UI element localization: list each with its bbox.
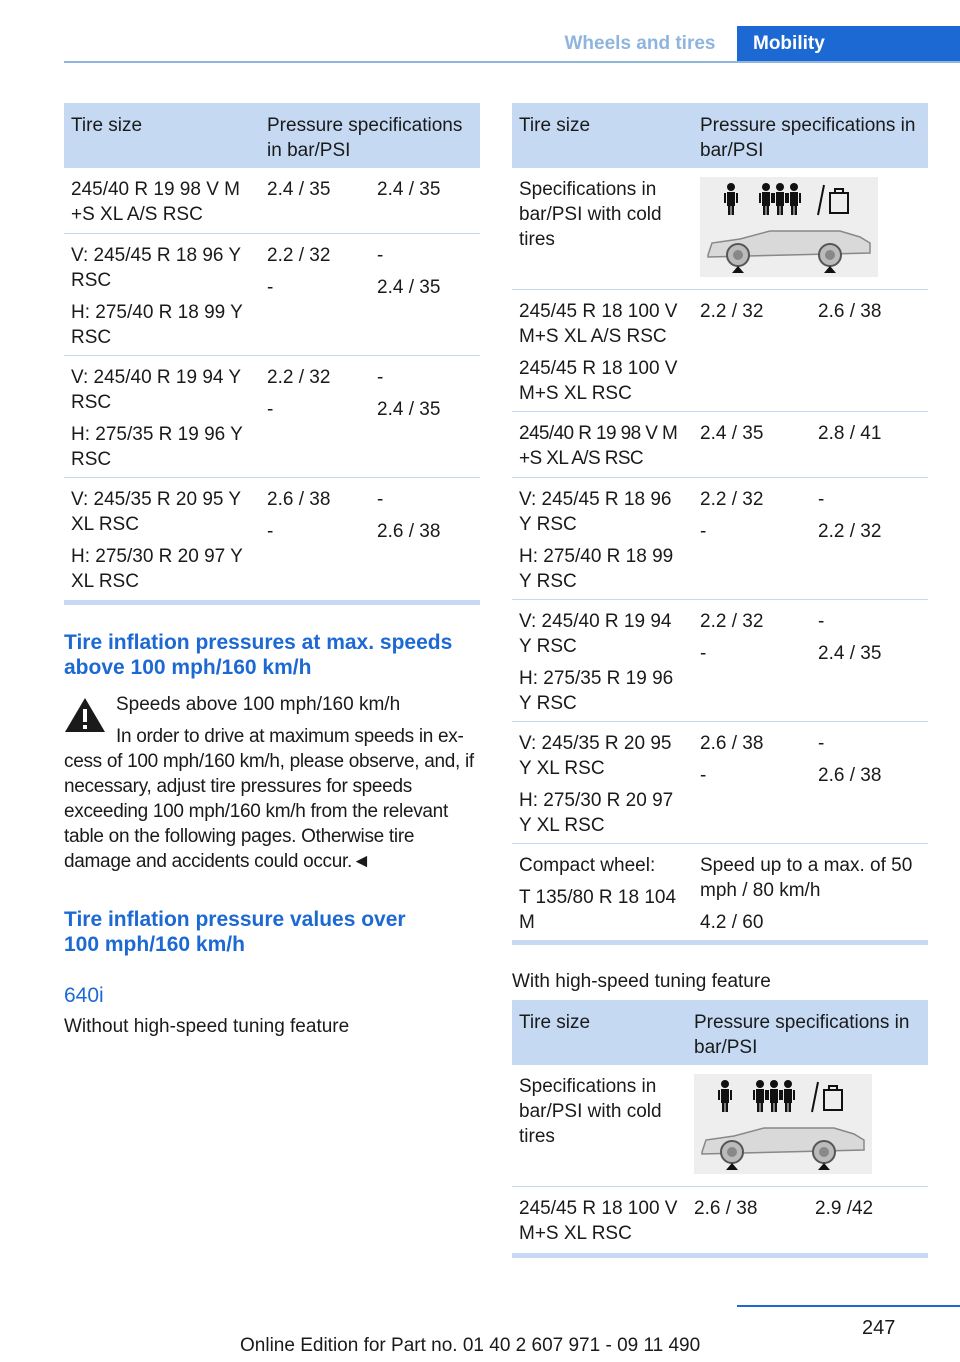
warning-triangle-icon (64, 696, 106, 734)
car-side-tire-icon (702, 1128, 864, 1170)
tire-size-cell: H: 275/35 R 19 96 Y RSC (519, 668, 674, 714)
tire-size-cell: V: 245/40 R 19 94 Y RSC (519, 611, 672, 657)
pressure-cell: 2.2 / 32 (700, 611, 764, 632)
pressure-cell: 2.2 / 32 (267, 367, 331, 388)
col-pressure-header: Pressure specifications in bar/PSI (267, 115, 463, 161)
table-end-bar (512, 1253, 928, 1258)
table-header (64, 103, 480, 168)
warning-title: Speeds above 100 mph/160 km/h (116, 694, 401, 715)
tire-size-cell: V: 245/45 R 18 96 Y RSC (71, 245, 241, 291)
table-row (64, 356, 480, 478)
pressure-cell: 2.6 / 38 (267, 489, 331, 510)
pressure-cell: - (377, 245, 384, 266)
tire-size-cell: H: 275/30 R 20 97 Y XL RSC (71, 546, 243, 592)
table-row (64, 234, 480, 356)
pressure-cell: - (267, 521, 274, 542)
tire-size-cell: V: 245/40 R 19 94 Y RSC (71, 367, 241, 413)
pressure-cell: - (818, 611, 825, 632)
footer-rule (737, 1305, 960, 1307)
table-row-spec-icons (512, 1065, 928, 1187)
pressure-cell: - (377, 489, 384, 510)
pressure-cell: 2.4 / 35 (267, 179, 331, 200)
pressure-cell: - (267, 277, 274, 298)
passengers-luggage-icon (694, 1074, 872, 1174)
section-heading-over-100: Tire inflation pressure values over 100 mph/160 km/h (64, 908, 406, 956)
spec-label: Specifications in bar/PSI with cold tires (519, 179, 662, 250)
warning-first-line: In order to drive at maximum speeds in ex- (116, 726, 464, 747)
tire-size-cell: 245/40 R 19 98 V M +S XL A/S RSC (71, 179, 240, 225)
tire-size-cell: T 135/80 R 18 104 M (519, 887, 677, 933)
pressure-cell: 2.2 / 32 (700, 301, 764, 322)
col-tire-size-header: Tire size (519, 1012, 591, 1033)
col-tire-size-header: Tire size (519, 115, 591, 136)
luggage-icon (824, 1086, 842, 1110)
table-row (512, 1187, 928, 1253)
warning-body: cess of 100 mph/160 km/h, please observe, and, if necessary, adjust tire pressures for speeds exceeding 100 mph/160 km/h from the relevant table on the following pages. Otherwise tire damage and accidents could occur.◄ (64, 751, 474, 872)
pressure-cell: 4.2 / 60 (700, 912, 764, 933)
table-row (64, 478, 480, 600)
pressure-cell: - (818, 489, 825, 510)
table-row-compact-wheel (512, 844, 928, 940)
tire-size-cell: V: 245/45 R 18 96 Y RSC (519, 489, 672, 535)
table-row (512, 600, 928, 722)
pressure-cell: 2.4 / 35 (377, 277, 441, 298)
right-pressure-table (512, 103, 928, 945)
pressure-cell: 2.9 /42 (815, 1198, 874, 1219)
spec-label: Specifications in bar/PSI with cold tires (519, 1076, 662, 1147)
table-caption-with-hs: With high-speed tuning feature (512, 971, 771, 992)
speed-limit-note: Speed up to a max. of 50 mph / 80 km/h (700, 855, 913, 901)
load-diagram (694, 1074, 872, 1174)
table-row (512, 412, 928, 478)
table-header (512, 103, 928, 168)
pressure-cell: 2.8 / 41 (818, 423, 882, 444)
pressure-cell: 2.2 / 32 (700, 489, 764, 510)
pressure-cell: 2.6 / 38 (694, 1198, 758, 1219)
col-tire-size-header: Tire size (71, 115, 143, 136)
pressure-cell: 2.2 / 32 (818, 521, 882, 542)
car-side-tire-icon (708, 231, 870, 273)
pressure-cell: - (700, 765, 707, 786)
tire-size-cell: H: 275/30 R 20 97 Y XL RSC (519, 790, 674, 836)
col-pressure-header: Pressure specifications in bar/PSI (700, 115, 916, 161)
high-speed-pressure-table (512, 1000, 928, 1258)
table-end-bar (64, 600, 480, 605)
tire-size-cell: H: 275/40 R 18 99 Y RSC (519, 546, 674, 592)
compact-wheel-label: Compact wheel: (519, 855, 656, 876)
pressure-cell: 2.4 / 35 (700, 423, 764, 444)
person-icon (718, 1080, 795, 1112)
pressure-cell: - (267, 399, 274, 420)
table-row (512, 722, 928, 844)
tire-size-cell: V: 245/35 R 20 95 Y XL RSC (519, 733, 672, 779)
model-subheading: 640i (64, 984, 104, 1007)
tire-size-cell: H: 275/35 R 19 96 Y RSC (71, 424, 243, 470)
col-pressure-header: Pressure specifications in bar/PSI (694, 1012, 910, 1058)
table-row (512, 290, 928, 412)
pressure-cell: 2.4 / 35 (377, 179, 441, 200)
edition-note: Online Edition for Part no. 01 40 2 607 971 - 09 11 490 (240, 1335, 701, 1356)
pressure-cell: 2.2 / 32 (267, 245, 331, 266)
tire-size-cell: H: 275/40 R 18 99 Y RSC (71, 302, 243, 348)
load-diagram (700, 177, 878, 277)
pressure-cell: 2.6 / 38 (818, 301, 882, 322)
pressure-cell: 2.6 / 38 (700, 733, 764, 754)
table-caption-without-hs: Without high-speed tuning feature (64, 1016, 350, 1037)
tire-size-cell: 245/45 R 18 100 V M+S XL RSC (519, 358, 678, 404)
pressure-cell: 2.4 / 35 (377, 399, 441, 420)
table-header (512, 1000, 928, 1065)
pressure-cell: 2.6 / 38 (377, 521, 441, 542)
table-row (64, 168, 480, 234)
pressure-cell: - (700, 643, 707, 664)
header-section-title: Wheels and tires (564, 33, 716, 54)
table-end-bar (512, 940, 928, 945)
person-icon (724, 183, 801, 215)
pressure-cell: 2.4 / 35 (818, 643, 882, 664)
luggage-icon (830, 189, 848, 213)
tire-size-cell: V: 245/35 R 20 95 Y XL RSC (71, 489, 241, 535)
pressure-cell: - (700, 521, 707, 542)
header-chapter-tab: Mobility (737, 26, 960, 61)
section-heading-max-speed: Tire inflation pressures at max. speeds above 100 mph/160 km/h (64, 631, 453, 679)
tire-size-cell: 245/45 R 18 100 V M+S XL RSC (519, 1198, 678, 1244)
page-number: 247 (862, 1317, 896, 1339)
pressure-cell: - (377, 367, 384, 388)
table-row-spec-icons (512, 168, 928, 290)
pressure-cell: 2.6 / 38 (818, 765, 882, 786)
table-row (512, 478, 928, 600)
tire-size-cell: 245/45 R 18 100 V M+S XL A/S RSC (519, 301, 678, 347)
passengers-luggage-icon (700, 177, 878, 277)
left-pressure-table (64, 103, 480, 605)
pressure-cell: - (818, 733, 825, 754)
tire-size-cell: 245/40 R 19 98 V M +S XL A/S RSC (519, 423, 678, 469)
header-rule (64, 61, 960, 63)
